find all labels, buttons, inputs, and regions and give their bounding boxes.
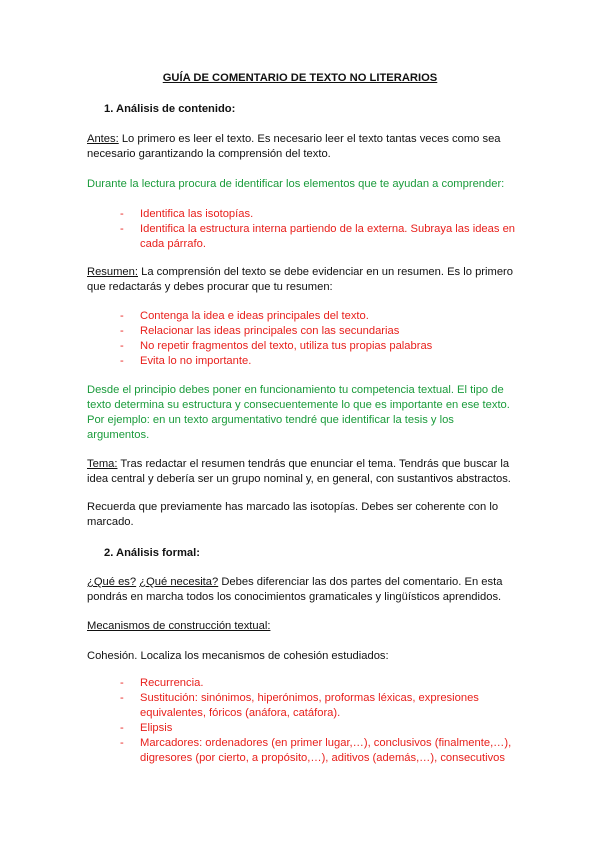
resumen-label: Resumen: [87,266,138,278]
resumen-text: La comprensión del texto se debe evidenciar en un resumen. Es lo primero que redactarás y debes procurar que tu resumen: [87,266,513,293]
resumen-list [120,309,520,369]
list-item: - Identifica la estructura interna partiendo de la externa. Subraya las ideas en cada párrafo. [120,222,520,252]
list-item: - Evita lo no importante. [120,354,520,369]
antes-label: Antes: [87,133,119,145]
antes-paragraph [87,132,517,162]
list-item: - No repetir fragmentos del texto, utiliza tus propias palabras [120,339,520,354]
mecanismos-heading: Mecanismos de construcción textual: [87,620,271,632]
cohesion-paragraph: Cohesión. Localiza los mecanismos de cohesión estudiados: [87,650,389,662]
section-1-heading: 1. Análisis de contenido: [104,103,236,115]
list-item: - Sustitución: sinónimos, hiperónimos, proformas léxicas, expresiones equivalentes, fóricos (anáfora, catáfora). [120,691,520,721]
list-item: - Marcadores: ordenadores (en primer lugar,…), conclusivos (finalmente,…), digresores (por cierto, a propósito,…), aditivos (además,…), consecutivos [120,736,520,766]
durante-paragraph: Durante la lectura procura de identificar los elementos que te ayudan a comprender: [87,178,505,190]
section-2-heading: 2. Análisis formal: [104,547,200,559]
que-necesita-label: ¿Qué necesita? [139,576,219,588]
resumen-paragraph [87,265,517,295]
competencia-paragraph: Desde el principio debes poner en funcionamiento tu competencia textual. El tipo de texto determina su estructura y consecuentemente lo que es importante en ese texto. Por ejemplo: en un texto argumentativo tendré que identificar la tesis y los argumentos. [87,384,510,441]
cohesion-list [120,676,520,766]
list-item: - Recurrencia. [120,676,520,691]
tema-label: Tema: [87,458,118,470]
que-es-paragraph [87,575,517,605]
list-item: - Elipsis [120,721,520,736]
recuerda-paragraph: Recuerda que previamente has marcado las isotopías. Debes ser coherente con lo marcado. [87,501,499,528]
tema-text: Tras redactar el resumen tendrás que enunciar el tema. Tendrás que buscar la idea central y debería ser un grupo nominal y, en general, con sustantivos abstractos. [87,458,511,485]
que-es-label: ¿Qué es? [87,576,137,588]
list-item: - Relacionar las ideas principales con las secundarias [120,324,520,339]
document-title: GUÍA DE COMENTARIO DE TEXTO NO LITERARIOS [162,72,438,84]
antes-text: Lo primero es leer el texto. Es necesario leer el texto tantas veces como sea necesario garantizando la comprensión del texto. [87,133,501,160]
tema-paragraph [87,457,517,487]
durante-list [120,207,520,252]
que-es-text: Debes diferenciar las dos partes del comentario. En esta pondrás en marcha todos los conocimientos gramaticales y lingüísticos aprendidos. [87,576,503,603]
list-item: - Identifica las isotopías. [120,207,520,222]
list-item: - Contenga la idea e ideas principales del texto. [120,309,520,324]
